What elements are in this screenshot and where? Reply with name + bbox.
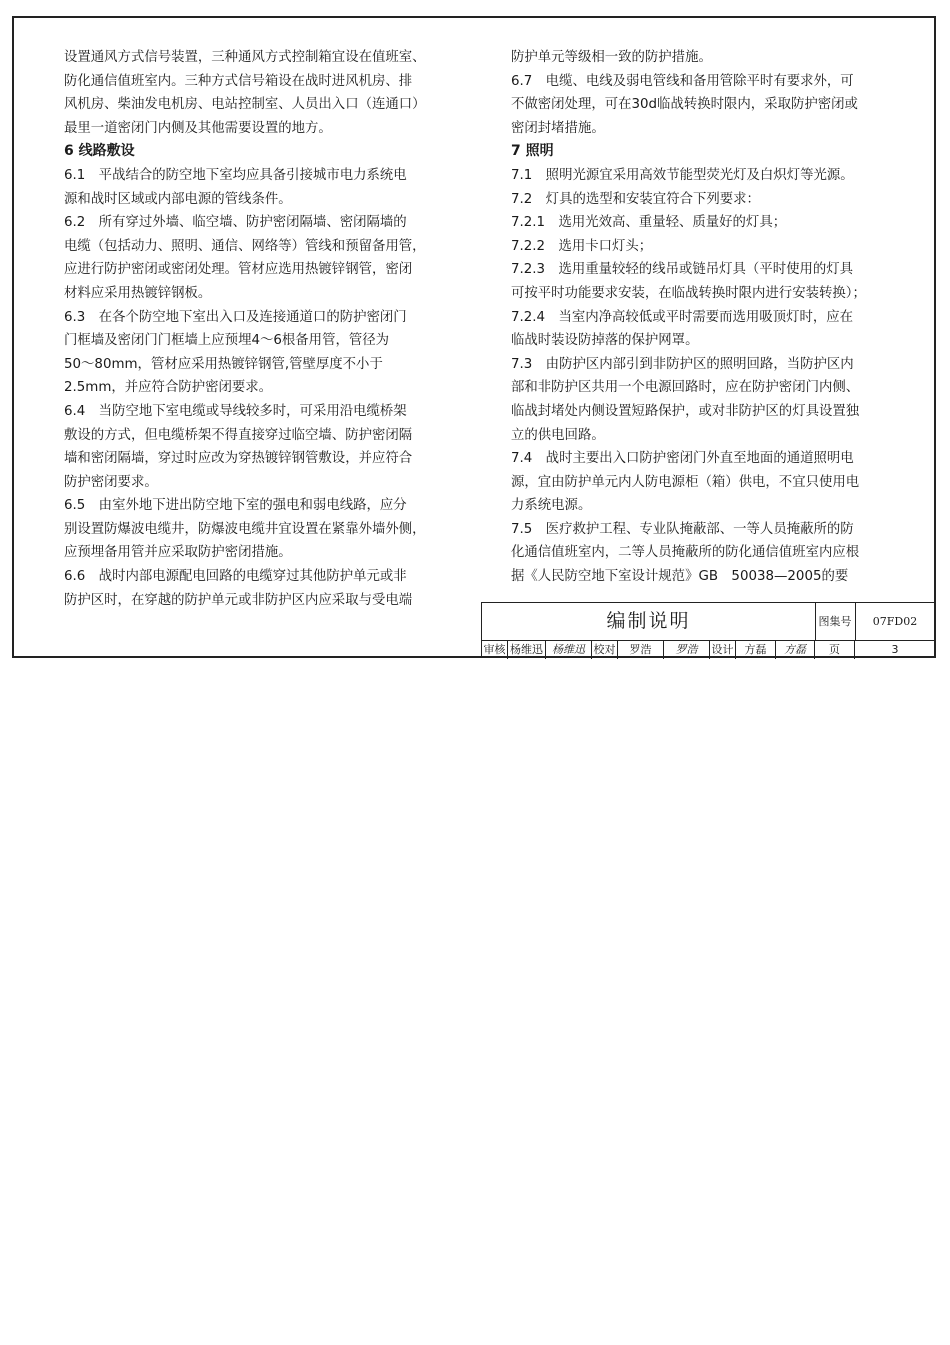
text-line: 门框墙及密闭门门框墙上应预埋4～6根备用管，管径为: [64, 333, 390, 349]
page-number: 3: [891, 643, 899, 656]
text-line: 临战封堵处内侧设置短路保护，或对非防护区的灯具设置独: [511, 403, 860, 419]
text-line: 7.1 照明光源宜采用高效节能型荧光灯及白炽灯等光源。: [511, 167, 854, 183]
text-line: 2.5mm，并应符合防护密闭要求。: [64, 380, 273, 396]
section-heading: 7 照明: [511, 143, 554, 160]
text-line: 风机房、柴油发电机房、电站控制室、人员出入口（连通口）: [64, 97, 426, 113]
atlas-number-label: 图集号: [815, 603, 856, 640]
text-line: 7.3 由防护区内部引到非防护区的照明回路，当防护区内: [511, 356, 854, 372]
text-line: 应进行防护密闭或密闭处理。管材应选用热镀锌钢管，密闭: [64, 262, 413, 278]
text-line: 应预埋备用管并应采取防护密闭措施。: [64, 545, 292, 561]
check-label: 校对: [592, 640, 618, 659]
check-name: 罗浩: [618, 640, 664, 659]
text-line: 50～80mm，管材应采用热镀锌钢管,管壁厚度不小于: [64, 356, 383, 372]
text-line: 6.5 由室外地下进出防空地下室的强电和弱电线路，应分: [64, 498, 407, 514]
text-line: 设置通风方式信号装置，三种通风方式控制箱宜设在值班室、: [64, 50, 426, 65]
text-line: 源和战时区域或内部电源的管线条件。: [64, 191, 292, 207]
text-line: 临战时装设防掉落的保护网罩。: [511, 333, 699, 349]
drawing-sheet: [12, 16, 936, 658]
atlas-number: 07FD02: [872, 615, 918, 628]
title-block-top-row: [482, 603, 936, 641]
sheet-title: 编制说明: [482, 603, 816, 640]
text-line: 立的供电回路。: [511, 427, 605, 443]
text-line: 防护区时，在穿越的防护单元或非防护区内应采取与受电端: [64, 592, 413, 608]
text-line: 7.4 战时主要出入口防护密闭门外直至地面的通道照明电: [511, 451, 854, 467]
text-line: 材料应采用热镀锌钢板。: [64, 285, 212, 301]
text-line: 电缆（包括动力、照明、通信、网络等）管线和预留备用管，: [64, 238, 426, 254]
text-line: 6.1 平战结合的防空地下室均应具备引接城市电力系统电: [64, 167, 407, 183]
text-line: 防化通信值班室内。三种方式信号箱设在战时进风机房、排: [64, 73, 413, 89]
text-line: 据《人民防空地下室设计规范》GB 50038—2005的要: [511, 569, 849, 585]
title-block-signature-row: [482, 640, 936, 659]
text-line: 墙和密闭隔墙，穿过时应改为穿热镀锌钢管敷设，并应符合: [64, 451, 413, 467]
page-label: 页: [815, 640, 855, 659]
design-label: 设计: [710, 640, 736, 659]
text-line: 7.2.4 当室内净高较低或平时需要而选用吸顶灯时，应在: [511, 309, 854, 325]
text-line: 可按平时功能要求安装，在临战转换时限内进行安装转换）；: [511, 285, 866, 301]
text-line: 7.2.2 选用卡口灯头；: [511, 238, 653, 254]
title-block: [481, 602, 936, 658]
text-line: 力系统电源。: [511, 498, 592, 514]
text-line: 防护密闭要求。: [64, 474, 158, 490]
text-line: 别设置防爆波电缆井，防爆波电缆井宜设置在紧靠外墙外侧，: [64, 521, 426, 537]
text-line: 7.2 灯具的选型和安装宜符合下列要求：: [511, 191, 760, 207]
text-line: 最里一道密闭门内侧及其他需要设置的地方。: [64, 120, 332, 136]
text-line: 7.5 医疗救护工程、专业队掩蔽部、一等人员掩蔽所的防: [511, 521, 854, 537]
text-line: 6.4 当防空地下室电缆或导线较多时，可采用沿电缆桥架: [64, 403, 407, 419]
text-line: 6.2 所有穿过外墙、临空墙、防护密闭隔墙、密闭隔墙的: [64, 215, 407, 231]
review-label: 审核: [482, 640, 508, 659]
text-line: 6.6 战时内部电源配电回路的电缆穿过其他防护单元或非: [64, 569, 407, 585]
design-name: 方磊: [736, 640, 776, 659]
review-signature: 杨维迅: [546, 640, 592, 659]
check-signature: 罗浩: [664, 640, 710, 659]
right-text-column: [511, 46, 911, 589]
text-line: 7.2.3 选用重量较轻的线吊或链吊灯具（平时使用的灯具: [511, 262, 854, 278]
design-signature: 方磊: [776, 640, 815, 659]
text-line: 6.7 电缆、电线及弱电管线和备用管除平时有要求外，可: [511, 73, 854, 89]
text-line: 6.3 在各个防空地下室出入口及连接通道口的防护密闭门: [64, 309, 407, 325]
left-text-column: [64, 46, 462, 612]
text-line: 敷设的方式，但电缆桥架不得直接穿过临空墙、防护密闭隔: [64, 427, 413, 443]
text-line: 防护单元等级相一致的防护措施。: [511, 50, 712, 65]
text-line: 部和非防护区共用一个电源回路时，应在防护密闭门内侧、: [511, 380, 860, 396]
section-heading: 6 线路敷设: [64, 143, 135, 160]
review-name: 杨维迅: [508, 640, 546, 659]
text-line: 不做密闭处理，可在30d临战转换时限内，采取防护密闭或: [511, 97, 858, 113]
text-line: 密闭封堵措施。: [511, 120, 605, 136]
text-line: 7.2.1 选用光效高、重量轻、质量好的灯具；: [511, 215, 787, 231]
text-line: 化通信值班室内，二等人员掩蔽所的防化通信值班室内应根: [511, 545, 860, 561]
text-line: 源，宜由防护单元内人防电源柜（箱）供电，不宜只使用电: [511, 474, 860, 490]
